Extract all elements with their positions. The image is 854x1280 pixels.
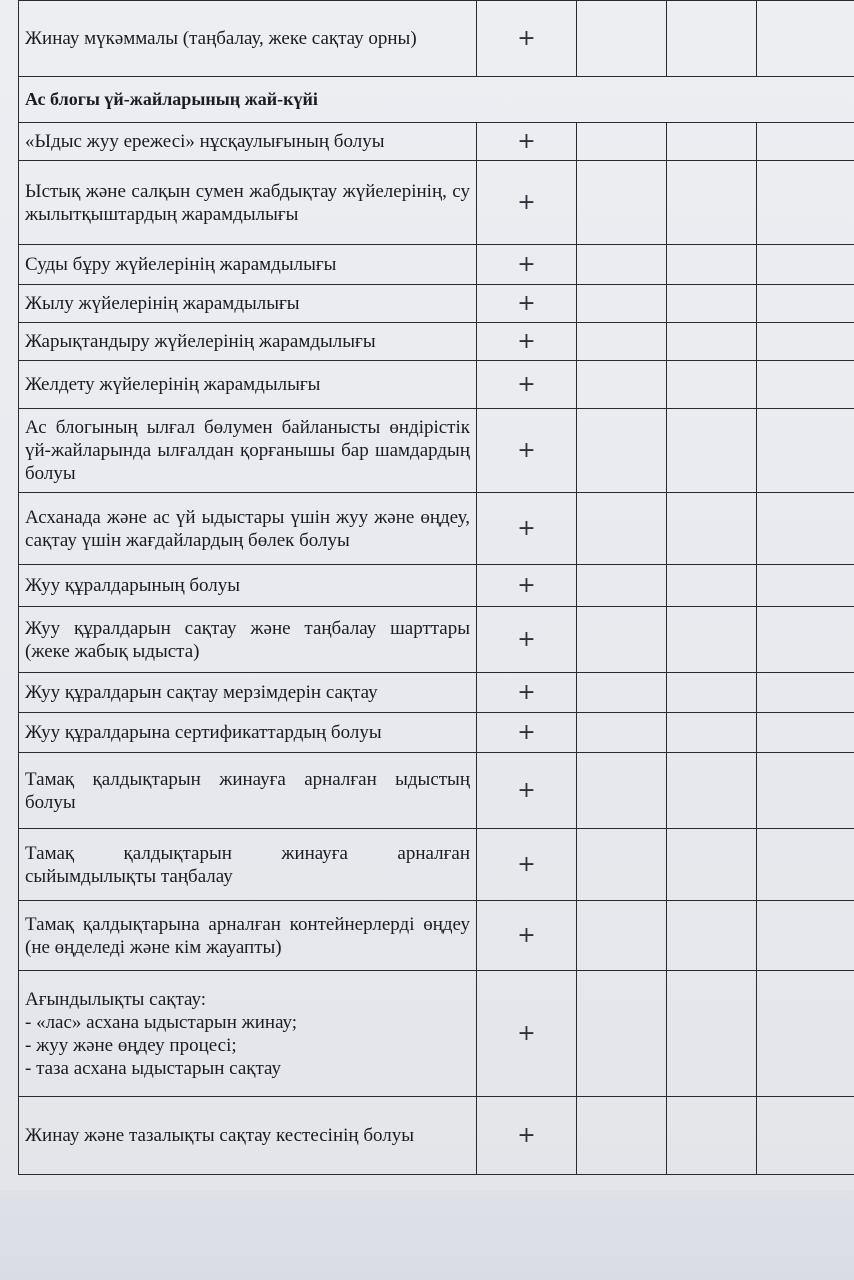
empty-cell [757,673,854,713]
section-row [19,77,854,123]
empty-cell [577,161,667,245]
empty-cell [667,673,757,713]
check-mark: + [477,901,577,971]
empty-cell [757,493,854,565]
flow-list: Ағындылықты сақтау: - «лас» асхана ыдыстарын жинау; - жуу және өңдеу процесі; - таза асхана ыдыстарын сақтау [25,988,298,1079]
table-row [19,607,854,673]
empty-cell [757,1,854,77]
check-mark: + [477,409,577,493]
table-row [19,245,854,285]
table-row [19,753,854,829]
page-bottom-margin [0,1190,854,1280]
item-cell: Ыстық және салқын сумен жабдықтау жүйелерінің, су жылытқыштардың жарамдылығы [19,161,477,245]
table-row [19,1,854,77]
item-cell: Ас блогының ылғал бөлумен байланысты өндірістік үй-жайларында ылғалдан қорғанышы бар шамдардың болуы [19,409,477,493]
item-cell: Жинау мүкәммалы (таңбалау, жеке сақтау орны) [19,1,477,77]
item-cell: Жуу құралдарының болуы [19,565,477,607]
item-cell: Тамақ қалдықтарын жинауға арналған ыдыстың болуы [19,753,477,829]
table-row [19,285,854,323]
empty-cell [757,123,854,161]
empty-cell [757,245,854,285]
empty-cell [577,829,667,901]
item-cell [19,971,477,1097]
table-row [19,161,854,245]
item-cell: Тамақ қалдықтарына арналған контейнерлерді өңдеу (не өңделеді және кім жауапты) [19,901,477,971]
table-row [19,123,854,161]
empty-cell [577,361,667,409]
empty-cell [757,607,854,673]
empty-cell [577,1,667,77]
check-mark: + [477,1097,577,1175]
check-mark: + [477,971,577,1097]
table-row [19,361,854,409]
item-cell: Жуу құралдарын сақтау мерзімдерін сақтау [19,673,477,713]
inspection-checklist-table [18,0,854,1175]
check-mark: + [477,493,577,565]
table-row [19,901,854,971]
empty-cell [577,901,667,971]
empty-cell [757,161,854,245]
empty-cell [757,971,854,1097]
empty-cell [667,1097,757,1175]
check-mark: + [477,245,577,285]
check-mark: + [477,123,577,161]
check-mark: + [477,361,577,409]
empty-cell [577,285,667,323]
empty-cell [577,323,667,361]
empty-cell [667,753,757,829]
item-cell: Жинау және тазалықты сақтау кестесінің болуы [19,1097,477,1175]
empty-cell [577,971,667,1097]
check-mark: + [477,285,577,323]
empty-cell [577,409,667,493]
empty-cell [667,829,757,901]
item-cell: Жылу жүйелерінің жарамдылығы [19,285,477,323]
empty-cell [577,713,667,753]
item-cell: Жуу құралдарына сертификаттардың болуы [19,713,477,753]
check-mark: + [477,565,577,607]
empty-cell [667,713,757,753]
check-mark: + [477,323,577,361]
check-mark: + [477,753,577,829]
empty-cell [757,901,854,971]
table-row [19,1097,854,1175]
item-cell: Жарықтандыру жүйелерінің жарамдылығы [19,323,477,361]
empty-cell [577,123,667,161]
check-mark: + [477,673,577,713]
empty-cell [577,673,667,713]
item-cell: Суды бұру жүйелерінің жарамдылығы [19,245,477,285]
check-mark: + [477,829,577,901]
table-row [19,409,854,493]
empty-cell [577,607,667,673]
empty-cell [757,565,854,607]
empty-cell [757,1097,854,1175]
empty-cell [757,713,854,753]
table-row [19,829,854,901]
empty-cell [757,409,854,493]
item-cell: «Ыдыс жуу ережесі» нұсқаулығының болуы [19,123,477,161]
empty-cell [667,161,757,245]
empty-cell [667,901,757,971]
item-cell: Тамақ қалдықтарын жинауға арналған сыйымдылықты таңбалау [19,829,477,901]
table-row [19,673,854,713]
section-heading: Ас блогы үй-жайларының жай-күйі [19,77,854,123]
table-row [19,493,854,565]
item-cell: Жуу құралдарын сақтау және таңбалау шарттары (жеке жабық ыдыста) [19,607,477,673]
empty-cell [577,245,667,285]
empty-cell [667,323,757,361]
empty-cell [667,361,757,409]
item-cell: Желдету жүйелерінің жарамдылығы [19,361,477,409]
empty-cell [757,753,854,829]
item-cell: Асханада және ас үй ыдыстары үшін жуу және өңдеу, сақтау үшін жағдайлардың бөлек болуы [19,493,477,565]
check-mark: + [477,1,577,77]
check-mark: + [477,161,577,245]
empty-cell [757,829,854,901]
empty-cell [667,409,757,493]
table-row [19,323,854,361]
empty-cell [667,245,757,285]
empty-cell [667,285,757,323]
empty-cell [757,361,854,409]
empty-cell [667,971,757,1097]
empty-cell [577,565,667,607]
empty-cell [667,493,757,565]
check-mark: + [477,713,577,753]
empty-cell [667,565,757,607]
empty-cell [667,1,757,77]
table-row [19,971,854,1097]
empty-cell [757,323,854,361]
table-row [19,713,854,753]
check-mark: + [477,607,577,673]
table-row [19,565,854,607]
empty-cell [577,753,667,829]
empty-cell [757,285,854,323]
empty-cell [577,493,667,565]
empty-cell [667,123,757,161]
empty-cell [577,1097,667,1175]
empty-cell [667,607,757,673]
